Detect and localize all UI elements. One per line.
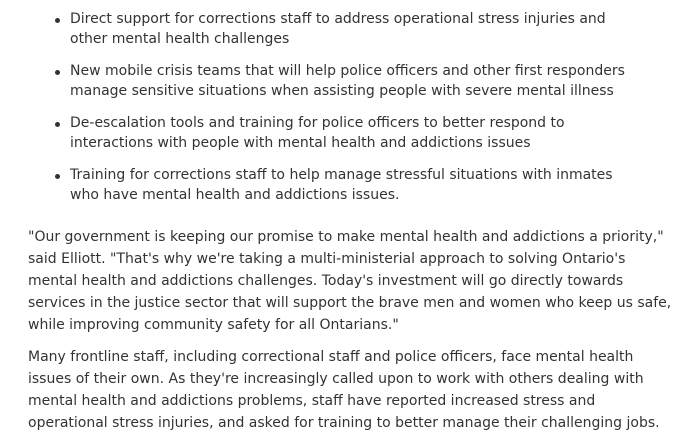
bullet-dot-icon bbox=[55, 174, 60, 179]
list-item-text: Direct support for corrections staff to address operational stress injuries and other mental health challenges bbox=[70, 11, 606, 47]
quote-paragraph: "Our government is keeping our promise to make mental health and addictions a priority," said Elliott. "That's why we're taking a multi-ministerial approach to solving Ontario's mental health and addictions challenges. Today's investment will go directly towards services in the justice sector that will support the brave men and women who keep us safe, while improving community safety for all Ontarians." bbox=[28, 229, 672, 333]
list-item-text: New mobile crisis teams that will help police officers and other first responders manage sensitive situations when assisting people with severe mental illness bbox=[70, 63, 625, 99]
list-item bbox=[28, 10, 628, 49]
list-item bbox=[28, 166, 628, 205]
bullet-dot-icon bbox=[55, 122, 60, 127]
list-item bbox=[28, 114, 628, 153]
bullet-list bbox=[28, 10, 628, 218]
list-item-text: Training for corrections staff to help manage stressful situations with inmates who have mental health and addictions issues. bbox=[70, 167, 613, 203]
bullet-dot-icon bbox=[55, 70, 60, 75]
list-item bbox=[28, 62, 628, 101]
bullet-dot-icon bbox=[55, 18, 60, 23]
body-paragraph: Many frontline staff, including correctional staff and police officers, face mental health issues of their own. As they're increasingly called upon to work with others dealing with mental health and addictions problems, staff have reported increased stress and operational stress injuries, and asked for training to better manage their challenging jobs. bbox=[28, 349, 660, 431]
list-item-text: De-escalation tools and training for police officers to better respond to interactions with people with mental health and addictions issues bbox=[70, 115, 565, 151]
